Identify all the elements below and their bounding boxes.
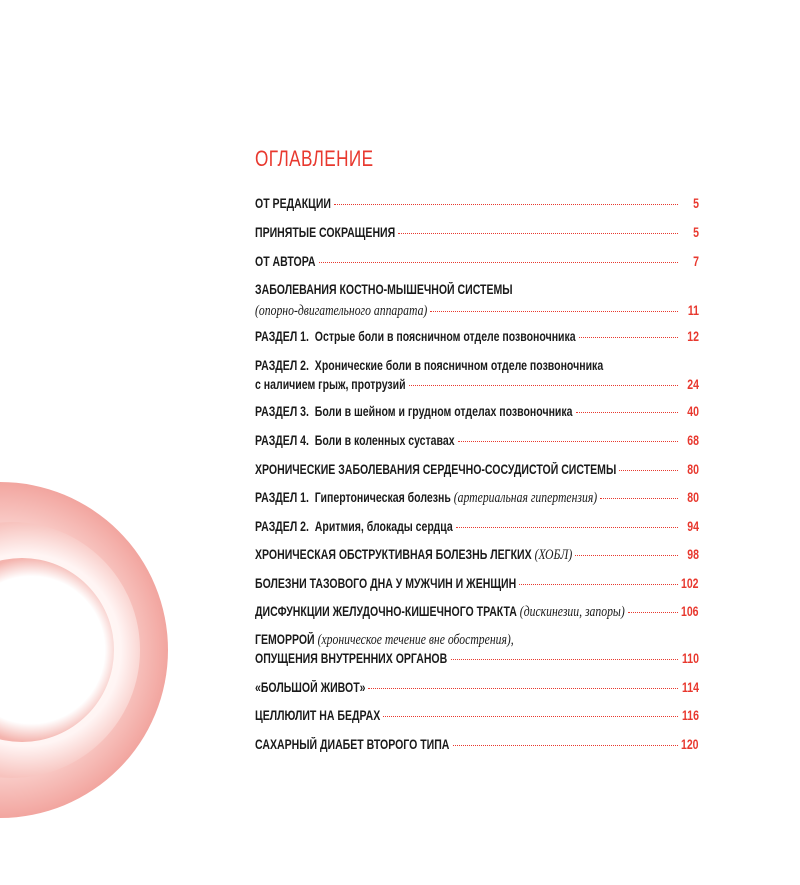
toc-entry[interactable] bbox=[255, 519, 699, 537]
page-number: 7 bbox=[693, 254, 699, 269]
toc-entry[interactable] bbox=[255, 404, 699, 422]
toc-entry-text bbox=[255, 547, 572, 564]
dot-leader bbox=[600, 497, 678, 499]
toc-entry-text-continued: с наличием грыж, протрузий bbox=[255, 377, 406, 392]
toc-entry[interactable] bbox=[255, 604, 699, 622]
page-number: 5 bbox=[693, 196, 699, 211]
toc-entry-text: «БОЛЬШОЙ ЖИВОТ» bbox=[255, 680, 366, 695]
section-title: Боли в шейном и грудном отделах позвоночника bbox=[314, 404, 573, 419]
toc-entry[interactable] bbox=[255, 576, 699, 594]
toc-entry-text: ХРОНИЧЕСКИЕ ЗАБОЛЕВАНИЯ СЕРДЕЧНО-СОСУДИСТОЙ СИСТЕМЫ bbox=[255, 462, 617, 477]
page-number: 80 bbox=[687, 462, 699, 477]
toc-entry-text bbox=[255, 490, 597, 507]
toc-entry-text bbox=[255, 433, 455, 448]
toc-entry-text: ОТ АВТОРА bbox=[255, 254, 316, 269]
page-number: 116 bbox=[682, 708, 699, 723]
dot-leader bbox=[451, 658, 678, 660]
section-prefix: РАЗДЕЛ 2. bbox=[255, 358, 309, 373]
toc-entry-text: ЗАБОЛЕВАНИЯ КОСТНО-МЫШЕЧНОЙ СИСТЕМЫ bbox=[255, 282, 513, 297]
dot-leader bbox=[456, 526, 678, 528]
page-number: 11 bbox=[687, 303, 699, 318]
toc-entry[interactable] bbox=[255, 462, 699, 480]
dot-leader bbox=[398, 232, 678, 234]
toc-entry-text: ЦЕЛЛЮЛИТ НА БЕДРАХ bbox=[255, 708, 381, 723]
toc-entry[interactable] bbox=[255, 490, 699, 508]
toc-entry[interactable] bbox=[255, 547, 699, 565]
page-number: 102 bbox=[681, 576, 699, 591]
toc-entry-text bbox=[255, 404, 573, 419]
toc-entry-text bbox=[255, 329, 576, 344]
page-number: 24 bbox=[687, 377, 699, 392]
toc-entry-text: БОЛЕЗНИ ТАЗОВОГО ДНА У МУЖЧИН И ЖЕНЩИН bbox=[255, 576, 517, 591]
toc-entry-text: САХАРНЫЙ ДИАБЕТ ВТОРОГО ТИПА bbox=[255, 737, 450, 752]
section-title: Хронические боли в поясничном отделе позвоночника bbox=[314, 358, 604, 373]
dot-leader bbox=[628, 611, 678, 613]
toc-entry-text bbox=[255, 358, 603, 373]
section-prefix: РАЗДЕЛ 2. bbox=[255, 519, 309, 534]
page-number: 120 bbox=[681, 737, 699, 752]
toc-entry[interactable] bbox=[255, 680, 699, 698]
dot-leader bbox=[458, 440, 678, 442]
page-number: 106 bbox=[681, 604, 699, 619]
dot-leader bbox=[579, 336, 678, 338]
page-number: 94 bbox=[687, 519, 699, 534]
dot-leader bbox=[383, 715, 678, 717]
dot-leader bbox=[576, 411, 678, 413]
section-subtitle: (артериальная гипертензия) bbox=[453, 490, 598, 506]
section-title: Боли в коленных суставах bbox=[314, 433, 455, 448]
decorative-circles bbox=[0, 480, 170, 820]
page-number: 114 bbox=[682, 680, 699, 695]
dot-leader bbox=[319, 261, 678, 263]
toc-entry[interactable] bbox=[255, 225, 699, 243]
page-number: 5 bbox=[693, 225, 699, 240]
toc-entry-text: ОТ РЕДАКЦИИ bbox=[255, 196, 331, 211]
section-title: Гипертоническая болезнь bbox=[314, 490, 451, 505]
section-prefix: РАЗДЕЛ 1. bbox=[255, 490, 309, 505]
toc-entry[interactable] bbox=[255, 196, 699, 214]
toc-entry[interactable] bbox=[255, 433, 699, 451]
section-prefix: РАЗДЕЛ 4. bbox=[255, 433, 309, 448]
toc-entry[interactable] bbox=[255, 282, 699, 321]
chapter-title: ХРОНИЧЕСКАЯ ОБСТРУКТИВНАЯ БОЛЕЗНЬ ЛЕГКИХ bbox=[255, 547, 532, 562]
toc-entry[interactable] bbox=[255, 358, 699, 395]
toc-entry[interactable] bbox=[255, 254, 699, 272]
chapter-title: ДИСФУНКЦИИ ЖЕЛУДОЧНО-КИШЕЧНОГО ТРАКТА bbox=[255, 604, 517, 619]
dot-leader bbox=[453, 744, 678, 746]
dot-leader bbox=[519, 583, 678, 585]
page-number: 40 bbox=[687, 404, 699, 419]
dot-leader bbox=[368, 687, 678, 689]
section-prefix: РАЗДЕЛ 3. bbox=[255, 404, 309, 419]
toc-entry[interactable] bbox=[255, 737, 699, 755]
toc-entry-text bbox=[255, 604, 625, 621]
toc-entry-subtitle: (опорно-двигательного аппарата) bbox=[255, 303, 428, 319]
dot-leader bbox=[409, 384, 678, 386]
section-title: Острые боли в поясничном отделе позвоночника bbox=[314, 329, 576, 344]
page-number: 68 bbox=[687, 433, 699, 448]
dot-leader bbox=[430, 310, 678, 312]
section-prefix: РАЗДЕЛ 1. bbox=[255, 329, 309, 344]
toc-entry[interactable] bbox=[255, 708, 699, 726]
toc-entry[interactable] bbox=[255, 329, 699, 347]
toc-entry-text bbox=[255, 519, 453, 534]
section-title: Аритмия, блокады сердца bbox=[314, 519, 453, 534]
chapter-subtitle: (дискинезии, запоры) bbox=[519, 604, 625, 620]
chapter-subtitle: (хроническое течение вне обострения), bbox=[317, 632, 514, 648]
page-number: 80 bbox=[687, 490, 699, 505]
dot-leader bbox=[575, 554, 678, 556]
toc-entry-text bbox=[255, 632, 514, 649]
toc-entry-text-continued: ОПУЩЕНИЯ ВНУТРЕННИХ ОРГАНОВ bbox=[255, 651, 448, 666]
page-number: 110 bbox=[682, 651, 699, 666]
dot-leader bbox=[619, 469, 677, 471]
toc-entry-text: ПРИНЯТЫЕ СОКРАЩЕНИЯ bbox=[255, 225, 396, 240]
dot-leader bbox=[334, 203, 677, 205]
chapter-title: ГЕМОРРОЙ bbox=[255, 632, 315, 647]
toc-entry[interactable] bbox=[255, 632, 699, 669]
chapter-subtitle: (ХОБЛ) bbox=[534, 547, 573, 563]
page-number: 98 bbox=[687, 547, 699, 562]
page-number: 12 bbox=[687, 329, 699, 344]
toc-title: ОГЛАВЛЕНИЕ bbox=[255, 146, 374, 171]
